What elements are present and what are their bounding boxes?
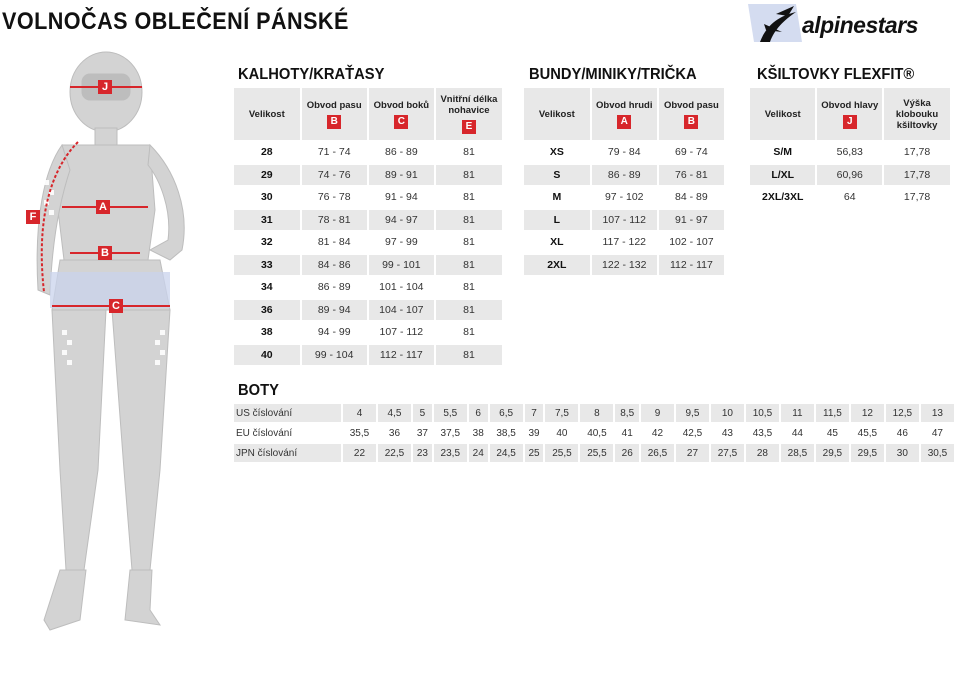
boots-size-table (232, 402, 956, 464)
caps-section-title: KŠILTOVKY FLEXFIT® (757, 66, 915, 83)
pants-cell: 94 - 99 (317, 326, 351, 339)
boots-cell: 6 (469, 404, 488, 422)
boots-cell: 8 (580, 404, 613, 422)
badge-b: B (327, 115, 341, 129)
pants-cell: 81 (436, 165, 502, 186)
pants-cell: 81 (436, 300, 502, 321)
boots-cell: 23 (413, 444, 432, 462)
pants-cell: 99 - 101 (369, 255, 434, 276)
brand-logo (742, 2, 964, 46)
boots-table-row (234, 404, 954, 422)
boots-cell: 39 (525, 424, 544, 442)
jackets-header-chest: Obvod hrudi A (592, 88, 657, 140)
caps-cell: 2XL/3XL (761, 191, 804, 204)
jackets-cell: XL (550, 236, 564, 249)
pants-cell: 33 (234, 255, 300, 276)
boots-cell: 12,5 (886, 404, 919, 422)
badge-a: A (617, 115, 631, 129)
jackets-cell: 76 - 81 (659, 165, 724, 186)
pants-cell: 34 (260, 281, 273, 294)
boots-cell: 37 (413, 424, 432, 442)
caps-cell: 60,96 (817, 165, 882, 186)
boots-cell: 35,5 (343, 424, 376, 442)
boots-table-row (234, 424, 954, 442)
boots-cell: 37,5 (434, 424, 467, 442)
jackets-cell: 86 - 89 (592, 165, 657, 186)
pants-table-row (234, 300, 502, 321)
pants-table-row (234, 210, 502, 231)
badge-c: C (394, 115, 408, 129)
boots-cell: 11,5 (816, 404, 849, 422)
caps-header-height: Výška klobouku kšiltovky (884, 88, 950, 140)
pants-cell: 74 - 76 (302, 165, 367, 186)
pants-cell: 40 (234, 345, 300, 366)
badge-e: E (462, 120, 476, 134)
pants-cell: 78 - 81 (302, 210, 367, 231)
boots-cell: 45 (816, 424, 849, 442)
boots-cell: 5,5 (434, 404, 467, 422)
caps-header-size: Velikost (750, 88, 815, 140)
measure-label-j: J (98, 80, 112, 94)
boots-cell: 47 (921, 424, 954, 442)
boots-cell: 40,5 (580, 424, 613, 442)
jackets-header-size: Velikost (524, 88, 590, 140)
boots-cell: 25,5 (545, 444, 578, 462)
boots-cell: 25 (525, 444, 544, 462)
pants-cell: 38 (260, 326, 273, 339)
boots-cell: 25,5 (580, 444, 613, 462)
pants-cell: 30 (260, 191, 273, 204)
pants-size-table (232, 86, 504, 367)
jackets-cell: 122 - 132 (592, 255, 657, 276)
boots-cell: 7 (525, 404, 544, 422)
pants-cell: 89 - 94 (302, 300, 367, 321)
pants-section-title: KALHOTY/KRAŤASY (238, 66, 385, 83)
pants-cell: 32 (260, 236, 273, 249)
boots-cell: 7,5 (545, 404, 578, 422)
pants-cell: 81 - 84 (317, 236, 351, 249)
jackets-cell: 97 - 102 (604, 191, 644, 204)
caps-cell: 56,83 (836, 146, 863, 159)
pants-cell: 71 - 74 (317, 146, 351, 159)
jackets-cell: 69 - 74 (675, 146, 708, 159)
pants-cell: 29 (234, 165, 300, 186)
jackets-cell: 102 - 107 (669, 236, 714, 249)
pants-cell: 81 (463, 191, 475, 204)
pants-header-inseam: Vnitřní délka nohavice E (436, 88, 502, 140)
boots-row-label: EU číslování (234, 424, 341, 442)
boots-cell: 9 (641, 404, 674, 422)
boots-cell: 10 (711, 404, 744, 422)
caps-cell: 17,78 (903, 146, 931, 159)
jackets-table-row (524, 165, 724, 186)
boots-cell: 40 (545, 424, 578, 442)
pants-table-row (234, 255, 502, 276)
boots-cell: 11 (781, 404, 814, 422)
jackets-cell: 107 - 112 (592, 210, 657, 231)
pants-cell: 107 - 112 (379, 326, 424, 339)
boots-cell: 45,5 (851, 424, 884, 442)
jackets-cell: 112 - 117 (659, 255, 724, 276)
boots-row-label: JPN číslování (234, 444, 341, 462)
pants-header-waist: Obvod pasu B (302, 88, 367, 140)
jackets-table-row (524, 142, 724, 163)
caps-table-row (750, 187, 950, 208)
boots-cell: 4 (343, 404, 376, 422)
boots-cell: 27,5 (711, 444, 744, 462)
boots-cell: 29,5 (816, 444, 849, 462)
jackets-table-row (524, 187, 724, 208)
jackets-cell: 84 - 89 (675, 191, 708, 204)
boots-cell: 10,5 (746, 404, 779, 422)
measure-label-a: A (96, 200, 110, 214)
badge-b: B (684, 115, 698, 129)
pants-cell: 86 - 89 (317, 281, 351, 294)
badge-j: J (843, 115, 857, 129)
jackets-cell: L (524, 210, 590, 231)
boots-cell: 38,5 (490, 424, 523, 442)
jackets-cell: M (552, 191, 562, 204)
pants-table-row (234, 277, 502, 298)
boots-cell: 5 (413, 404, 432, 422)
boots-cell: 23,5 (434, 444, 467, 462)
jackets-cell: 79 - 84 (607, 146, 641, 159)
pants-cell: 81 (463, 146, 475, 159)
body-figure (0, 50, 230, 675)
boots-cell: 22 (343, 444, 376, 462)
mannequin-illustration (0, 50, 230, 675)
boots-cell: 26,5 (641, 444, 674, 462)
pants-cell: 81 (463, 326, 475, 339)
boots-cell: 42,5 (676, 424, 709, 442)
jackets-size-table (522, 86, 726, 277)
jackets-cell: 2XL (524, 255, 590, 276)
boots-cell: 9,5 (676, 404, 709, 422)
pants-cell: 81 (436, 345, 502, 366)
pants-table-row (234, 322, 502, 343)
boots-cell: 46 (886, 424, 919, 442)
pants-cell: 91 - 94 (384, 191, 418, 204)
pants-cell: 86 - 89 (384, 146, 418, 159)
caps-cell: 17,78 (884, 165, 950, 186)
boots-cell: 30,5 (921, 444, 954, 462)
boots-cell: 28,5 (781, 444, 814, 462)
pants-cell: 97 - 99 (384, 236, 418, 249)
boots-cell: 41 (615, 424, 639, 442)
jackets-cell: 117 - 122 (602, 236, 647, 249)
boots-cell: 8,5 (615, 404, 639, 422)
pants-table-row (234, 142, 502, 163)
boots-cell: 26 (615, 444, 639, 462)
boots-cell: 36 (378, 424, 411, 442)
jackets-table-row (524, 210, 724, 231)
pants-cell: 84 - 86 (302, 255, 367, 276)
jackets-section-title: BUNDY/MINIKY/TRIČKA (529, 66, 697, 83)
caps-table-row (750, 142, 950, 163)
jackets-cell: 91 - 97 (659, 210, 724, 231)
caps-size-table (748, 86, 952, 210)
boots-table-row (234, 444, 954, 462)
pants-cell: 81 (436, 255, 502, 276)
pants-cell: 89 - 91 (369, 165, 434, 186)
caps-header-head: Obvod hlavy J (817, 88, 882, 140)
pants-cell: 101 - 104 (379, 281, 424, 294)
measure-label-f: F (26, 210, 40, 224)
pants-table-row (234, 345, 502, 366)
pants-cell: 81 (436, 210, 502, 231)
pants-cell: 112 - 117 (369, 345, 434, 366)
boots-cell: 24 (469, 444, 488, 462)
boots-cell: 29,5 (851, 444, 884, 462)
boots-section-title: BOTY (238, 382, 279, 399)
pants-cell: 94 - 97 (369, 210, 434, 231)
jackets-cell: XS (549, 146, 564, 159)
pants-header-size: Velikost (234, 88, 300, 140)
boots-cell: 24,5 (490, 444, 523, 462)
boots-cell: 13 (921, 404, 954, 422)
caps-cell: S/M (773, 146, 793, 159)
boots-cell: 4,5 (378, 404, 411, 422)
pants-cell: 81 (463, 236, 475, 249)
pants-table-row (234, 232, 502, 253)
pants-table-row (234, 187, 502, 208)
pants-cell: 31 (234, 210, 300, 231)
pants-cell: 76 - 78 (317, 191, 351, 204)
boots-cell: 42 (641, 424, 674, 442)
pants-cell: 104 - 107 (369, 300, 434, 321)
caps-cell: 17,78 (903, 191, 931, 204)
boots-cell: 6,5 (490, 404, 523, 422)
boots-cell: 12 (851, 404, 884, 422)
brand-name: alpinestars (802, 12, 918, 38)
pants-table-row (234, 165, 502, 186)
caps-cell: L/XL (750, 165, 815, 186)
boots-cell: 43,5 (746, 424, 779, 442)
caps-table-row (750, 165, 950, 186)
pants-cell: 28 (260, 146, 273, 159)
jackets-cell: S (524, 165, 590, 186)
pants-cell: 81 (463, 281, 475, 294)
caps-cell: 64 (843, 191, 856, 204)
boots-cell: 43 (711, 424, 744, 442)
jackets-header-waist: Obvod pasu B (659, 88, 724, 140)
boots-cell: 22,5 (378, 444, 411, 462)
boots-cell: 44 (781, 424, 814, 442)
pants-cell: 36 (234, 300, 300, 321)
boots-cell: 28 (746, 444, 779, 462)
boots-row-label: US číslování (234, 404, 341, 422)
pants-cell: 99 - 104 (302, 345, 367, 366)
measure-label-c: C (109, 299, 123, 313)
boots-cell: 27 (676, 444, 709, 462)
measure-label-b: B (98, 246, 112, 260)
pants-header-hips: Obvod boků C (369, 88, 434, 140)
jackets-table-row (524, 232, 724, 253)
boots-cell: 30 (886, 444, 919, 462)
jackets-table-row (524, 255, 724, 276)
page-title: VOLNOČAS OBLEČENÍ PÁNSKÉ (2, 8, 349, 35)
boots-cell: 38 (469, 424, 488, 442)
